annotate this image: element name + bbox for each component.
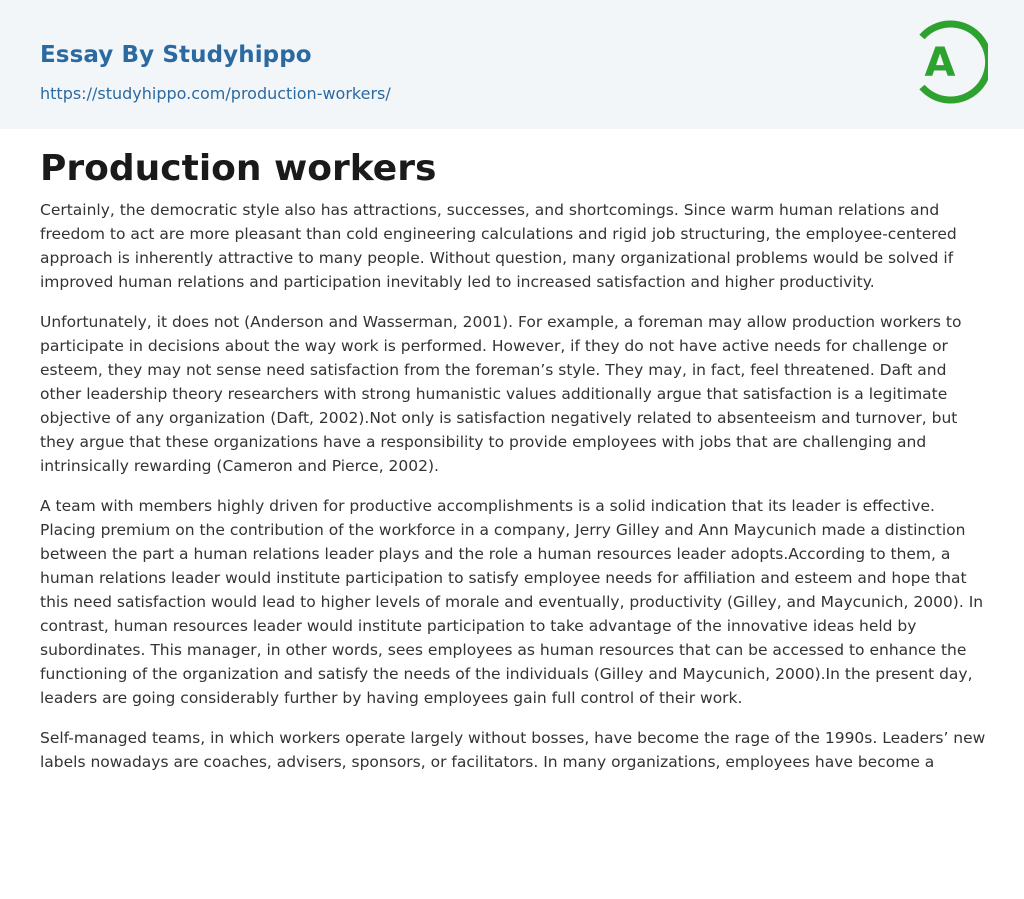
logo-letter: A [924,40,956,86]
article-paragraph-2: Unfortunately, it does not (Anderson and Wasserman, 2001). For example, a foreman may allow production workers to participate in decisions about the way work is performed. However, if they do not have active needs for challenge or esteem, they may not sense need satisfaction from the foreman’s style. They may, in fact, feel threatened. Daft and other leadership theory researchers with strong humanistic values additionally argue that satisfaction is a legitimate objective of any organization (Daft, 2002).Not only is satisfaction negatively related to absenteeism and turnover, but they argue that these organizations have a responsibility to provide employees with jobs that are challenging and intrinsically rewarding (Cameron and Pierce, 2002). [40,313,962,475]
article-body [40,146,988,790]
essay-url-link[interactable]: https://studyhippo.com/production-workers/ [40,84,391,103]
article-title: Production workers [40,148,437,189]
article-paragraph-4: Self-managed teams, in which workers operate largely without bosses, have become the rage of the 1990s. Leaders’ new labels nowadays are coaches, advisers, sponsors, or facilitators. In many organizations, employees have become a [40,729,986,771]
article-paragraph-1: Certainly, the democratic style also has attractions, successes, and shortcomings. Since warm human relations and freedom to act are more pleasant than cold engineering calculations and rigid job structuring, the employee-centered approach is inherently attractive to many people. Without question, many organizational problems would be solved if improved human relations and participation inevitably led to increased satisfaction and higher productivity. [40,201,957,291]
site-brand[interactable]: Essay By Studyhippo [40,42,312,68]
studyhippo-logo-icon[interactable] [912,18,988,106]
page-header [0,0,1024,129]
article-paragraph-3: A team with members highly driven for productive accomplishments is a solid indication that its leader is effective. Placing premium on the contribution of the workforce in a company, Jerry Gilley and Ann Maycunich made a distinction between the part a human relations leader plays and the role a human resources leader adopts.According to them, a human relations leader would institute participation to satisfy employee needs for affiliation and esteem and hope that this need satisfaction would lead to higher levels of morale and eventually, productivity (Gilley, and Maycunich, 2000). In contrast, human resources leader would institute participation to take advantage of the innovative ideas held by subordinates. This manager, in other words, sees employees as human resources that can be accessed to enhance the functioning of the organization and satisfy the needs of the individuals (Gilley and Maycunich, 2000).In the present day, leaders are going considerably further by having employees gain full control of their work. [40,497,984,707]
